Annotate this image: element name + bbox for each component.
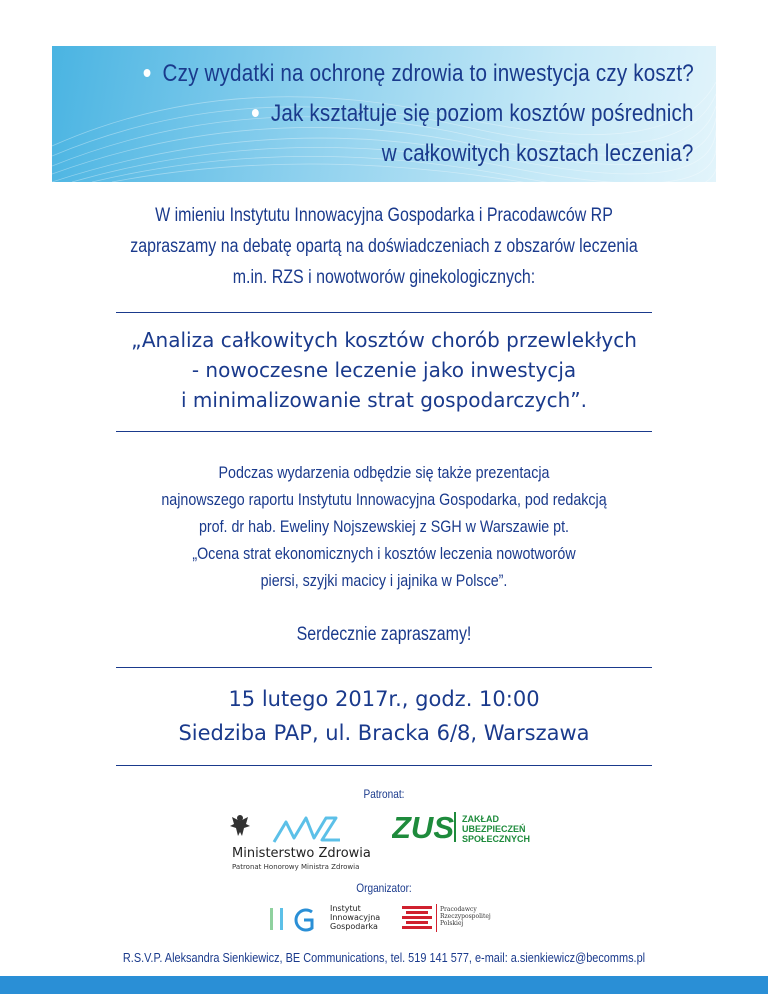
- pracodawcy-logo-mark: [400, 902, 436, 932]
- patronage-label: [0, 787, 768, 801]
- report-description: [0, 459, 768, 594]
- eagle-icon: [230, 815, 250, 836]
- intro-line-1: W imieniu Instytutu Innowacyjna Gospodarka i Pracodawców RP: [155, 205, 613, 226]
- pracodawcy-line-2: Rzeczypospolitej: [440, 913, 491, 920]
- description-line-5: piersi, szyjki macicy i jajnika w Polsce”.: [260, 571, 508, 590]
- bottom-bar: [0, 976, 768, 994]
- description-line-1: Podczas wydarzenia odbędzie się także prezentacja: [218, 463, 550, 482]
- pracodawcy-divider: [436, 904, 437, 932]
- pracodawcy-line-1: Pracodawcy: [440, 906, 477, 913]
- banner-line-3: w całkowitych kosztach leczenia?: [382, 140, 694, 167]
- event-date: 15 lutego 2017r., godz. 10:00: [228, 687, 540, 711]
- banner-line-2: Jak kształtuje się poziom kosztów pośrednich: [271, 100, 694, 127]
- ministry-name: Ministerstwo Zdrowia: [232, 846, 371, 861]
- rsvp-footer: [0, 950, 768, 965]
- banner-question-2: [252, 100, 694, 128]
- iig-line-3: Gospodarka: [330, 922, 378, 931]
- debate-title-line-1: „Analiza całkowitych kosztów chorób przewlekłych: [131, 328, 637, 352]
- iig-name: [330, 904, 380, 931]
- zus-line-1: ZAKŁAD: [462, 814, 499, 824]
- zus-line-3: SPOŁECZNYCH: [462, 834, 531, 844]
- event-venue: Siedziba PAP, ul. Bracka 6/8, Warszawa: [178, 721, 590, 745]
- divider: [116, 765, 652, 766]
- iig-logo: [268, 902, 398, 936]
- event-details: [0, 682, 768, 750]
- zus-divider: [454, 812, 456, 842]
- zus-wordmark: ZUS: [392, 810, 454, 844]
- intro-line-2: zapraszamy na debatę opartą na doświadczeniach z obszarów leczenia: [130, 236, 638, 257]
- patronage-label-text: Patronat:: [363, 787, 405, 801]
- zus-line-2: UBEZPIECZEŃ: [462, 824, 526, 834]
- bullet-icon: [144, 69, 151, 77]
- iig-line-2: Innowacyjna: [330, 913, 381, 922]
- debate-title-line-3: i minimalizowanie strat gospodarczych”.: [181, 388, 587, 412]
- bullet-icon: [252, 109, 259, 117]
- description-line-2: najnowszego raportu Instytutu Innowacyjna Gospodarka, pod redakcją: [161, 490, 607, 509]
- ministry-logo-mark: [228, 808, 378, 848]
- description-line-3: prof. dr hab. Eweliny Nojszewskiej z SGH w Warszawie pt.: [198, 517, 570, 536]
- pracodawcy-line-3: Polskiej: [440, 920, 464, 927]
- intro-line-3: m.in. RZS i nowotworów ginekologicznych:: [232, 267, 536, 288]
- zus-logo-mark: [392, 808, 456, 844]
- divider: [116, 431, 652, 432]
- banner-line-1: Czy wydatki na ochronę zdrowia to inwestycja czy koszt?: [162, 60, 695, 87]
- divider: [116, 312, 652, 313]
- banner-question-1: [144, 60, 694, 88]
- organizer-label: [0, 881, 768, 895]
- zus-name: [462, 814, 530, 844]
- description-line-4: „Ocena strat ekonomicznych i kosztów leczenia nowotworów: [192, 544, 576, 563]
- pracodawcy-rp-logo: [400, 902, 510, 936]
- iig-logo-mark: [268, 902, 330, 936]
- divider: [116, 667, 652, 668]
- rsvp-text: R.S.V.P. Aleksandra Sienkiewicz, BE Communications, tel. 519 141 577, e-mail: a.sienkiewicz@becomms.pl: [122, 950, 646, 965]
- intro-text: [0, 200, 768, 293]
- debate-title: [0, 325, 768, 415]
- iig-line-1: Instytut: [330, 904, 361, 913]
- banner-question-2-cont: [382, 140, 694, 168]
- organizer-label-text: Organizator:: [356, 881, 412, 895]
- invitation: [0, 624, 768, 646]
- invitation-text: Serdecznie zapraszamy!: [296, 624, 472, 645]
- ministry-of-health-logo: [228, 808, 378, 870]
- debate-title-line-2: - nowoczesne leczenie jako inwestycja: [191, 358, 577, 382]
- pracodawcy-name: [440, 906, 491, 927]
- ministry-subtitle: Patronat Honorowy Ministra Zdrowia: [232, 863, 360, 871]
- zus-logo: [392, 808, 552, 848]
- header-banner: [52, 46, 716, 182]
